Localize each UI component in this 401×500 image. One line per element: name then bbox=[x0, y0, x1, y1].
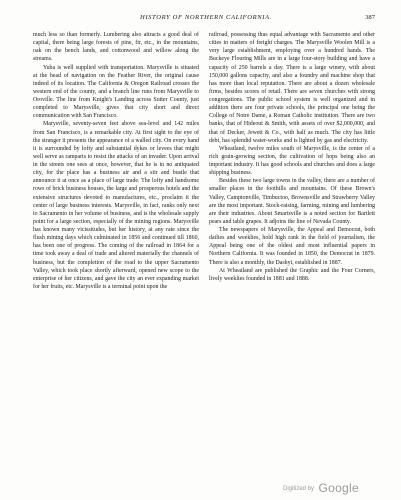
paragraph: Marysville, seventy-seven feet above sea-level and 142 miles from San Francisco, is a remarkable city. At first sight to the eye of the stranger it presents the appearance of a walled city. On every hand it is surrounded by lofty and substantial dykes or levees that might well serve as ramparts to resist the attacks of an invader. Upon arrival in the streets one sees at once, however, that he is in no antiquated city, for the place has a business air and a stir and bustle that announce it at once as a place of large trade. The lofty and handsome rows of brick business houses, the large and prosperous hotels and the extensive structures devoted to manufactures, etc., proclaim it the center of large business interests. Marysville, in fact, ranks only next to Sacramento in her volume of business, and is the wholesale supply point for a large section, especially of the mining regions. Marysville has known many vicissitudes, but her history, at any rate since the flush mining days which culminated in 1856 and continued till 1860, has been one of progress. The coming of the railroad in 1864 for a time took away a deal of trade and altered materially the channels of business, but the completion of the road to the upper Sacramento Valley, which took place shortly afterward, opened new scope to the enterprise of her citizens, and gave the city an ever expanding market for her fruits, etc. Marysville is a terminal point upon the bbox=[33, 121, 199, 290]
digitization-watermark bbox=[283, 479, 359, 497]
running-header bbox=[30, 14, 375, 26]
running-title: HISTORY OF NORTHERN CALIFORNIA. bbox=[140, 14, 272, 21]
left-text-column bbox=[33, 31, 199, 291]
paragraph: much less so than formerly. Lumbering also attracts a good deal of capital, there being large forests of pine, fir, etc., in the mountains, oak on the bench lands, and cottonwood and willow along the streams. bbox=[33, 32, 199, 63]
watermark-prefix: Digitized by bbox=[283, 486, 315, 492]
paragraph: railroad, possessing thus equal advantage with Sacramento and other cities in matters of freight charges. The Marysville Woolen Mill is a very large establishment, employing over a hundred hands. The Buckeye Flouring Mills are in a large four-story building and have a capacity of 250 barrels a day. There is a large winery, with about 150,000 gallons capacity, and also a foundry and machine shop that has more than local reputation. There are about a dozen wholesale firms, besides scores of retail. There are seven churches with strong congregations. The public school system is well organized and in addition there are four private schools, the principal one being the College of Notre Dame, a Roman Catholic institution. There are two banks, that of Hideout & Smith, with assets of over $2,000,000, and that of Decker, Jewett & Co., with half as much. The city has little debt, has splendid water-works and is lighted by gas and electricity. bbox=[209, 32, 375, 144]
paragraph: At Wheatland are published the Graphic and the Four Corners, lively weeklies founded in 1881 and 1888. bbox=[209, 267, 375, 282]
watermark-brand: Google bbox=[318, 481, 359, 495]
paragraph: Yuba is well supplied with transportation. Marysville is situated at the head of navigation on the Feather River, the original cause indeed of its location. The California & Oregon Railroad crosses the western end of the county, and a branch line runs from Marysville to Oroville. The line from Knight's Landing across Sutter County, just completed to Marysville, gives that city short and direct communication with San Francisco. bbox=[33, 64, 199, 120]
paragraph: Wheatland, twelve miles south of Marysville, is the center of a rich grain-growing section, the cultivation of hops being also an important industry. It has good schools and churches and does a large shipping business. bbox=[209, 145, 375, 177]
paragraph: The newspapers of Marysville, the Appeal and Democrat, both dailies and weeklies, hold high rank in the field of journalism, the Appeal being one of the oldest and most influential papers in Northern California. It was founded in 1850, the Democrat in 1879. There is also a monthly, the Dashyt, established in 1887. bbox=[209, 227, 375, 266]
right-text-column bbox=[209, 31, 375, 283]
page-number: 387 bbox=[365, 14, 375, 21]
paragraph: Besides these two large towns in the valley, there are a number of smaller places in the foothills and mountains. Of these Brown's Valley, Camptonville, Timbuctoo, Brownsville and Strawberry Valley are the most important. Stock-raising, farming, mining and lumbering are their industries. About Smartsville is a noted section for Bartlett pears and table grapes. It adjoins the line of Nevada County. bbox=[209, 178, 375, 225]
